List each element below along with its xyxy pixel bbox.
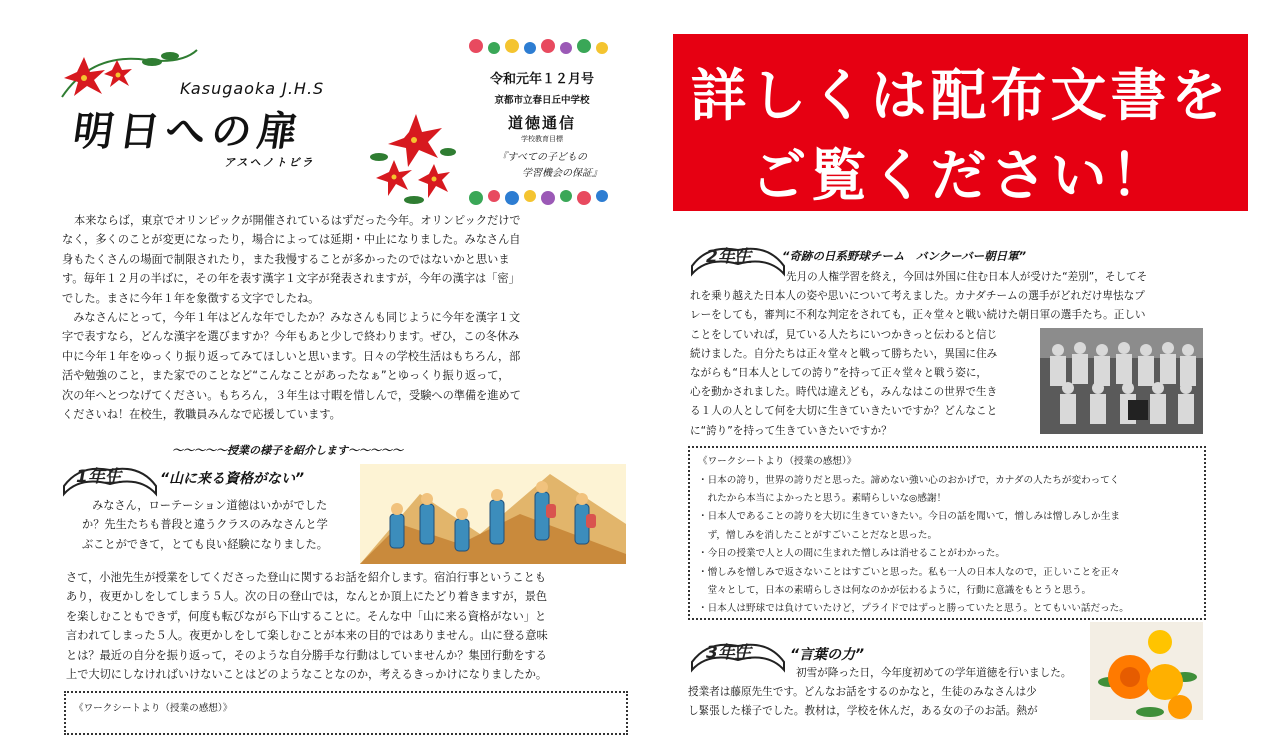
newsletter-title-reading: アスヘノトビラ [224, 156, 315, 169]
marigold-flowers-icon [1090, 622, 1203, 720]
grade2-title: “奇跡の日系野球チーム バンクーバー朝日軍” [782, 249, 1027, 263]
issue-date: 令和元年１２月号 [489, 72, 594, 87]
grade3-badge-label: 3年生 [706, 643, 752, 663]
section-heading: 〜〜〜〜〜授業の様子を紹介します〜〜〜〜〜 [172, 444, 403, 457]
grade1-body-line: あり，夜更かしをしてしまう５人。次の日の登山では，なんとか頂上にたどり着きますが，景色 [66, 590, 548, 604]
intro-line: みなさんにとって，今年１年はどんな年でしたか？みなさんも同じように今年を漢字１文 [62, 311, 521, 325]
intro-line: 次の年へとつなげてください。もちろん，３年生は寸暇を惜しんで，受験への準備を進めて [62, 388, 521, 402]
grade1-line: か？先生たちも普段と違うクラスのみなさんと学 [82, 518, 328, 532]
grade2-line: ことをしていれば，見ている人たちにいつかきっと伝わると信じ [690, 328, 998, 341]
grade2-badge-label: 2年生 [706, 247, 752, 267]
intro-line: くださいね！在校生，教職員みんなで応援しています。 [62, 408, 341, 422]
notice-line-1: 詳しくは配布文書を [690, 64, 1231, 129]
poinsettia-cluster-icon [364, 112, 459, 207]
worksheet-comment: 堂々として，日本の素晴らしさは何なのかが伝わるように，行動に意識をもとうと思う。 [698, 585, 1092, 597]
grade1-intro [82, 496, 328, 554]
intro-paragraph [62, 211, 521, 424]
grade2-line: る１人の人として何を大切に生きていきたいですか？どんなこと [690, 405, 998, 418]
issue-info-box [466, 36, 618, 212]
worksheet-comment: ・憎しみを憎しみで返さないことはすごいと思った。私も一人の日本人なので，正しいことを正々 [698, 566, 1120, 578]
team-photo-icon [1040, 328, 1203, 434]
grade1-body-line: を楽しむこともできず，何度も転びながら下山することに。そんな中「山に来る資格がない」と [66, 609, 547, 623]
worksheet-comment: ・今日の授業で人と人の間に生まれた憎しみは消せることがわかった。 [698, 548, 1005, 560]
grade2-line: ながらも“日本人としての誇り”を持って正々堂々と戦う姿に， [690, 367, 988, 380]
grade1-worksheet-box [64, 691, 628, 735]
worksheet-comment: ・日本の誇り，世界の誇りだと思った。諦めない強い心のおかげで，カナダの人たちが変わってく [698, 474, 1120, 486]
grade1-badge-label: 1年生 [76, 467, 122, 487]
motto-line-2: 学習機会の保証』 [522, 168, 602, 179]
grade3-line: し緊張した様子でした。教材は，学校を休んだ，ある女の子のお話。熱が [688, 705, 1038, 718]
grade2-line: 続けました。自分たちは正々堂々と戦って勝ちたい，異国に住み [690, 347, 998, 360]
newsletter-title: 明日への扉 [70, 109, 307, 155]
grade1-title: “山に来る資格がない” [160, 471, 305, 487]
motto-line-1: 『すべての子どもの [497, 152, 587, 163]
grade2-worksheet [698, 452, 1129, 619]
grade3-body [688, 664, 1071, 722]
grade1-body-line: 言われてしまった５人。夜更かしをして楽しむことが本来の目的ではありません。山に登る意味 [66, 629, 548, 643]
worksheet-comment: ・日本人は野球では負けていたけど，プライドではずっと勝っていたと思う。とてもいい話だった。 [698, 603, 1129, 615]
grade1-body [66, 568, 548, 684]
intro-line: 活や勉強のこと，また家でのことなど“こんなことがあったなぁ”とゆっくり振り返って， [62, 369, 510, 383]
intro-line: す。毎年１２月の半ばに，その年を表す漢字１文字が発表されますが，今年の漢字は「密」 [62, 272, 520, 286]
grade2-line: レーをしても，審判に不利な判定をされても，正々堂々と戦い続けた朝日軍の選手たち。正しい [690, 309, 1146, 322]
intro-line: 身もたくさんの場面で制限されたり，また我慢することが多かったのではないかと思いま [62, 252, 510, 266]
grade1-line: ぶことができて，とても良い経験になりました。 [82, 537, 328, 551]
mountain-hikers-icon [360, 464, 626, 564]
grade2-line: に“誇り”を持って生きていきたいですか？ [690, 424, 892, 437]
bulletin-name: 道徳通信 [507, 114, 576, 132]
grade2-line: れを乗り越えた日本人の姿や思いについて考えました。カナダチームの選手がどれだけ卑怯なプ [690, 290, 1145, 303]
grade1-badge [60, 456, 160, 500]
grade2-worksheet-label: 《ワークシートより（授業の感想）》 [698, 456, 857, 467]
notice-line-2: ご覧ください！ [750, 144, 1171, 209]
grade2-line: 先月の人権学習を終え，今回は外国に住む日本人が受けた“差別”，そしてそ [786, 271, 1148, 283]
grade2-worksheet-box [688, 446, 1206, 620]
grade1-line: みなさん，ローテーション道徳はいかがでした [92, 499, 328, 512]
school-name: 京都市立春日丘中学校 [494, 95, 590, 106]
grade3-line: 授業者は藤原先生です。どんなお話をするのかなと，生徒のみなさんは少 [688, 686, 1037, 699]
intro-line: 中に今年１年をゆっくり振り返ってみてほしいと思います。日々の学校生活はもちろん，部 [62, 349, 521, 363]
grade3-title: “言葉の力” [790, 647, 865, 663]
grade1-body-line: とは？最近の自分を振り返って，そのような自分勝手な行動はしていませんか？集団行動をする [66, 648, 547, 662]
baseball-team-photo [1040, 328, 1203, 434]
bulletin-sub: 学校教育目標 [521, 135, 563, 143]
grade1-body-line: さて，小池先生が授業をしてくださった登山に関するお話を紹介します。宿泊行事ということも [66, 571, 546, 584]
hiking-students-illustration [360, 464, 626, 564]
grade1-body-line: 上で大切にしなければいけないことはどのようなことなのか，考えるきっかけになりましたか。 [66, 668, 548, 682]
worksheet-comment: ず，憎しみを消したことがすごいことだなと思った。 [698, 529, 938, 541]
intro-line: なく，多くのことが変更になったり，場合によっては延期・中止になりました。みなさん自 [62, 233, 521, 247]
marigold-flowers-photo [1090, 622, 1203, 720]
grade1-worksheet-label: 《ワークシートより（授業の感想）》 [74, 703, 233, 714]
ornament-balls-top-icon [466, 36, 618, 56]
intro-line: 字で表すなら，どんな漢字を選びますか？今年もあと少しで終わります。ぜひ，この冬休み [62, 330, 520, 344]
grade2-line: 心を動かされました。時代は違えども，みんなはこの世界で生き [690, 386, 998, 399]
worksheet-comment: れたから本当によかったと思う。素晴らしいな◎感謝！ [698, 493, 947, 504]
worksheet-comment: ・日本人であることの誇りを大切に生きていきたい。今日の話を聞いて，憎しみは憎しみしか生ま [698, 511, 1120, 523]
notice-banner [673, 34, 1248, 211]
intro-line: でした。まさに今年１年を象徴する文字でしたね。 [62, 291, 320, 305]
ornament-balls-bottom-icon [466, 188, 618, 208]
grade3-line: 初雪が降った日，今年度初めての学年道徳を行いました。 [796, 667, 1072, 679]
intro-line: 本来ならば，東京でオリンピックが開催されているはずだった今年。オリンピックだけで [74, 214, 521, 227]
school-english-name: Kasugaoka J.H.S [180, 79, 325, 98]
